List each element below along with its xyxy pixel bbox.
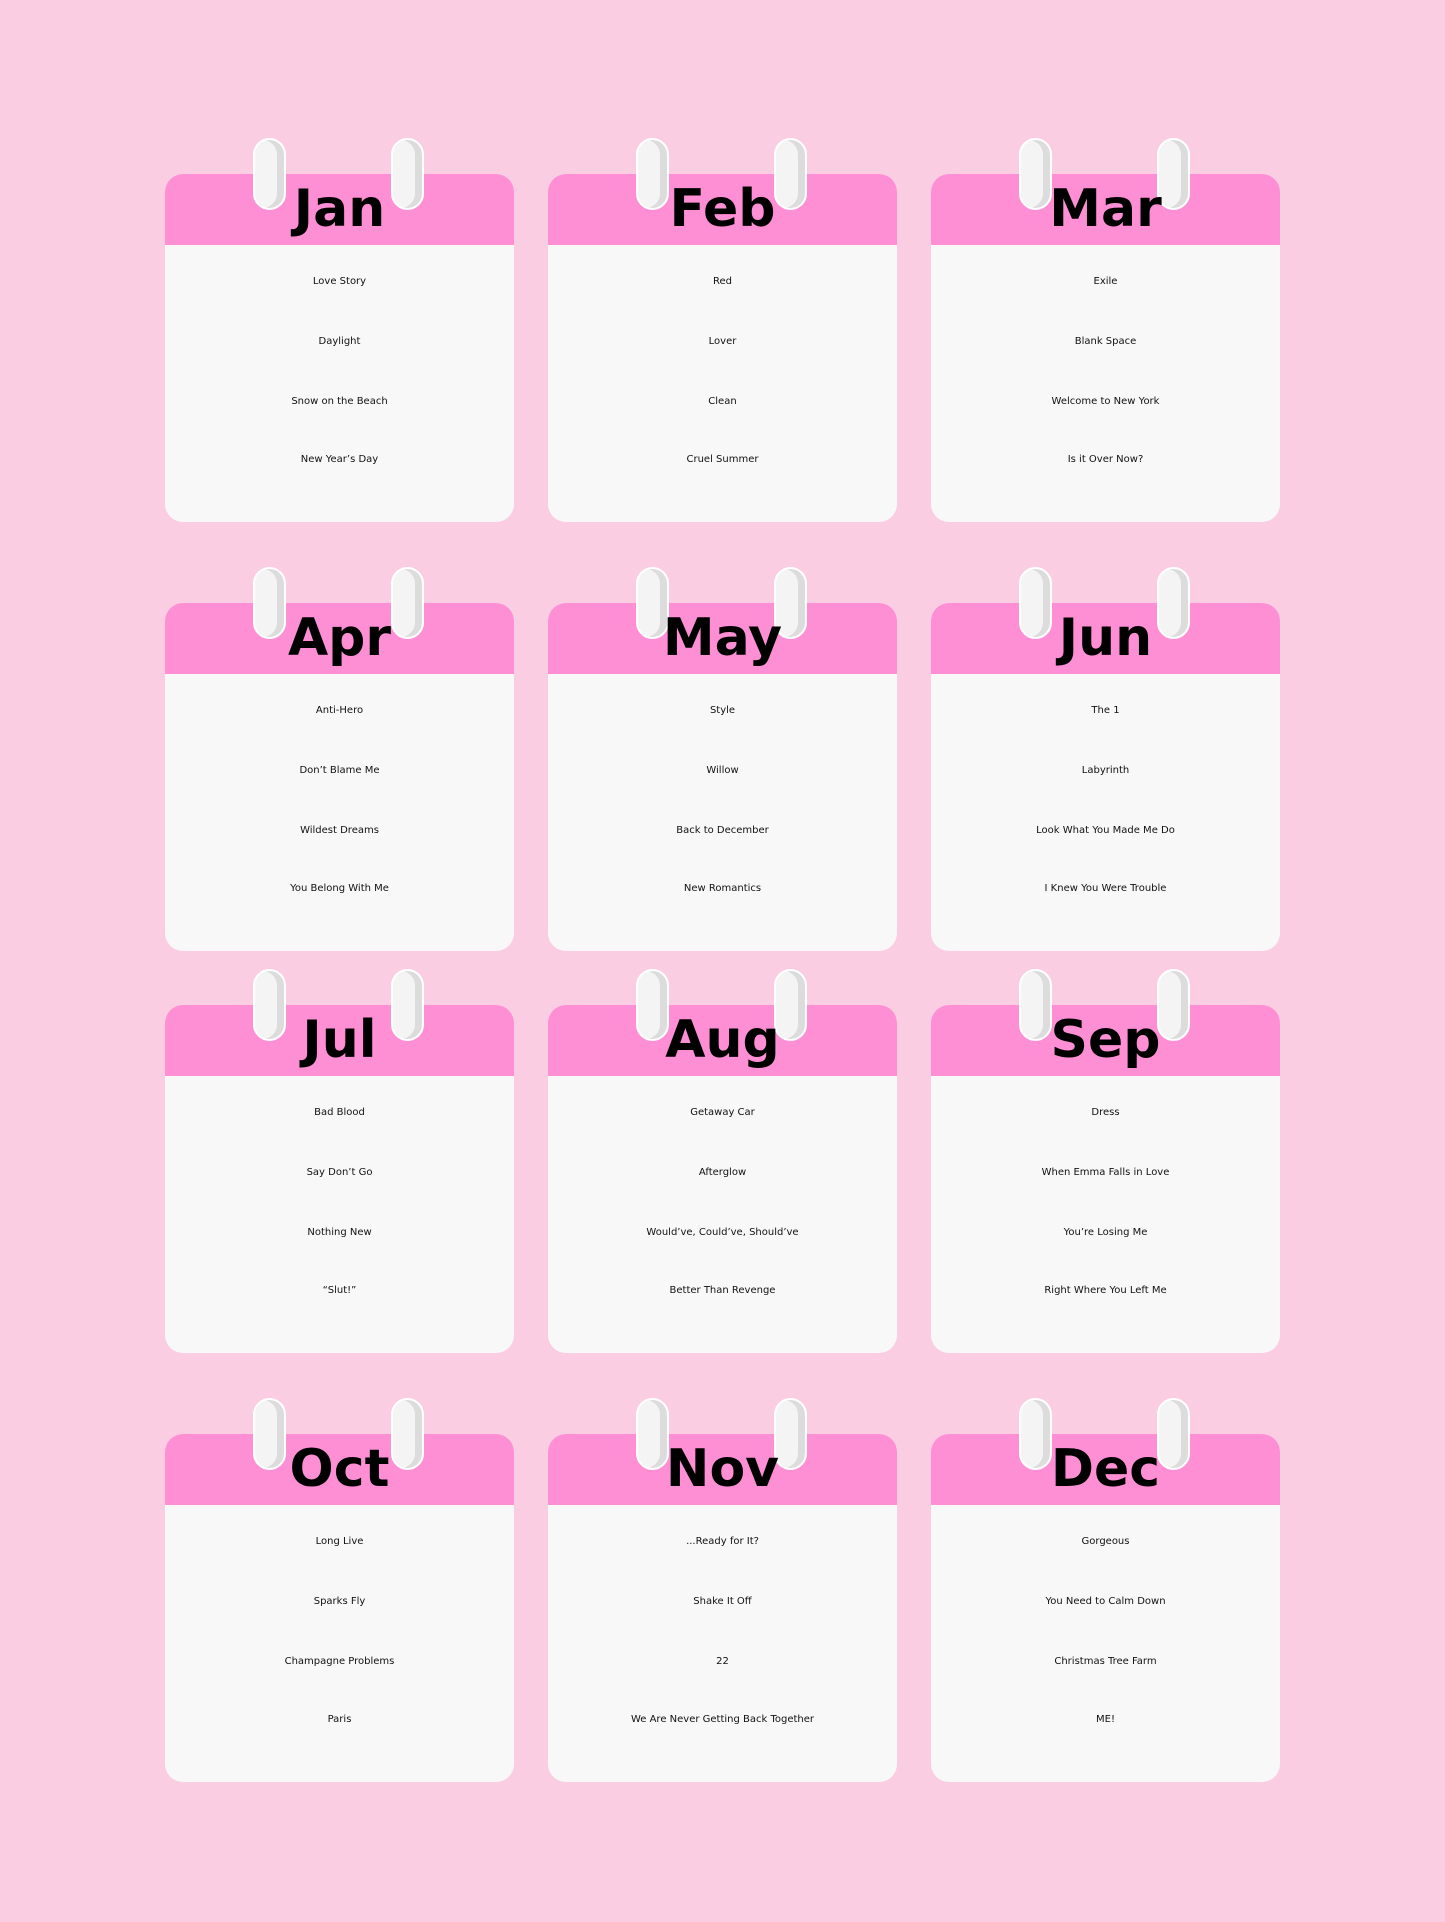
song-item: Bad Blood: [314, 1107, 365, 1118]
month-title: Aug: [665, 1010, 780, 1070]
song-item: Wildest Dreams: [300, 825, 379, 836]
song-item: New Romantics: [683, 883, 762, 894]
song-item: Christmas Tree Farm: [1054, 1656, 1157, 1667]
song-item: Say Don’t Go: [306, 1167, 373, 1178]
song-item: When Emma Falls in Love: [1041, 1167, 1170, 1178]
song-item: Gorgeous: [1081, 1536, 1130, 1547]
song-item: 22: [716, 1656, 729, 1667]
song-item: Cruel Summer: [686, 454, 759, 465]
song-item: Afterglow: [698, 1167, 747, 1178]
song-item: “Slut!”: [322, 1285, 357, 1296]
song-item: Champagne Problems: [284, 1656, 395, 1667]
song-item: Clean: [708, 396, 737, 407]
song-item: Red: [713, 276, 732, 287]
month-card-dec: [931, 1434, 1280, 1782]
song-item: Don’t Blame Me: [299, 765, 380, 776]
song-item: You Belong With Me: [290, 883, 389, 894]
month-card-jul: [165, 1005, 514, 1353]
month-title: Jan: [293, 179, 386, 239]
month-card-jan: [165, 174, 514, 522]
song-item: New Year’s Day: [300, 454, 379, 465]
song-item: Getaway Car: [690, 1107, 755, 1118]
song-item: I Knew You Were Trouble: [1044, 883, 1167, 894]
month-title: Apr: [287, 608, 392, 668]
song-item: Shake It Off: [693, 1596, 752, 1607]
song-item: Welcome to New York: [1051, 396, 1160, 407]
song-item: Daylight: [318, 336, 361, 347]
song-item: Labyrinth: [1081, 765, 1130, 776]
song-item: ...Ready for It?: [686, 1536, 759, 1547]
song-item: Long Live: [315, 1536, 364, 1547]
song-item: We Are Never Getting Back Together: [630, 1714, 815, 1725]
month-title: Mar: [1049, 179, 1162, 239]
month-card-jun: [931, 603, 1280, 951]
song-item: You Need to Calm Down: [1045, 1596, 1166, 1607]
month-card-aug: [548, 1005, 897, 1353]
month-card-nov: [548, 1434, 897, 1782]
month-title: Jul: [302, 1010, 377, 1070]
song-item: Anti-Hero: [315, 705, 364, 716]
song-item: Look What You Made Me Do: [1036, 825, 1175, 836]
song-item: Would’ve, Could’ve, Should’ve: [646, 1227, 799, 1238]
song-item: Right Where You Left Me: [1044, 1285, 1167, 1296]
song-item: Style: [709, 705, 736, 716]
month-card-oct: [165, 1434, 514, 1782]
song-item: Snow on the Beach: [291, 396, 388, 407]
song-item: Is it Over Now?: [1067, 454, 1144, 465]
song-item: The 1: [1091, 705, 1120, 716]
song-item: Love Story: [312, 276, 367, 287]
song-item: ME!: [1096, 1714, 1115, 1725]
month-title: Sep: [1050, 1010, 1161, 1070]
month-card-apr: [165, 603, 514, 951]
song-item: Exile: [1093, 276, 1118, 287]
month-card-feb: [548, 174, 897, 522]
song-item: Lover: [708, 336, 737, 347]
song-item: Blank Space: [1074, 336, 1137, 347]
song-item: Willow: [706, 765, 739, 776]
month-card-may: [548, 603, 897, 951]
month-title: Feb: [669, 179, 776, 239]
month-card-sep: [931, 1005, 1280, 1353]
month-title: Nov: [665, 1439, 780, 1499]
song-item: Sparks Fly: [313, 1596, 366, 1607]
month-title: May: [662, 608, 783, 668]
month-card-mar: [931, 174, 1280, 522]
month-title: Oct: [289, 1439, 390, 1499]
song-item: Paris: [327, 1714, 352, 1725]
song-item: Better Than Revenge: [669, 1285, 776, 1296]
month-title: Jun: [1058, 608, 1153, 668]
song-item: Dress: [1091, 1107, 1120, 1118]
song-item: You’re Losing Me: [1063, 1227, 1148, 1238]
song-item: Nothing New: [307, 1227, 372, 1238]
song-item: Back to December: [676, 825, 769, 836]
month-title: Dec: [1050, 1439, 1161, 1499]
